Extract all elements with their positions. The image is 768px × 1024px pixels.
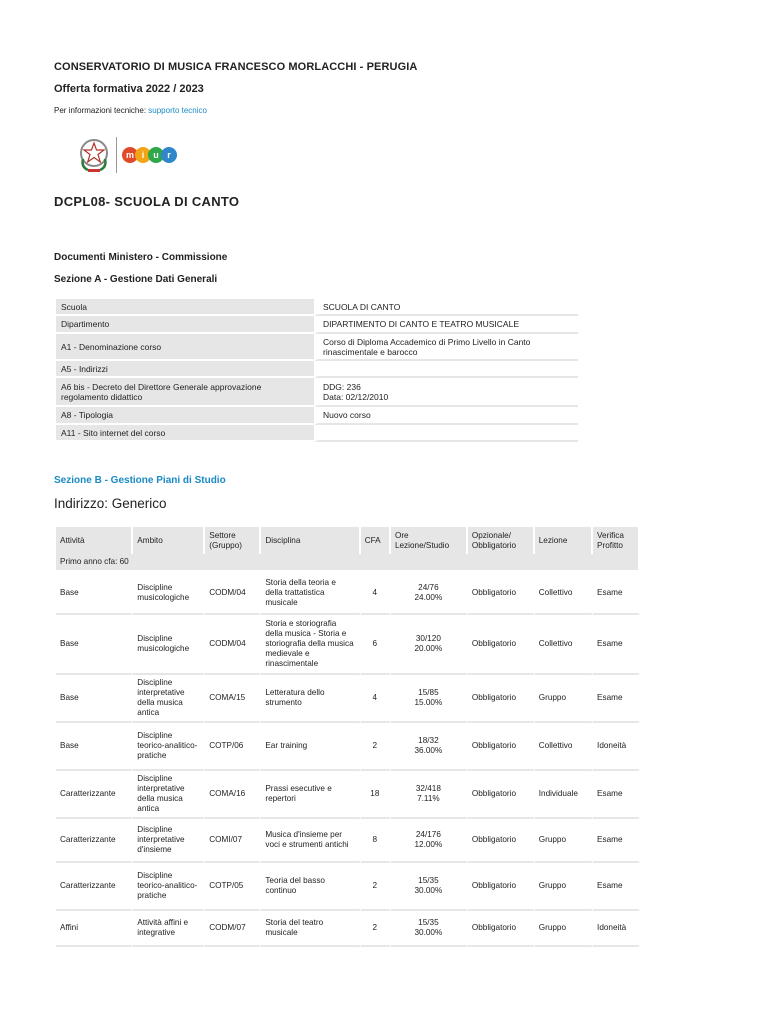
- cell-ambito: Discipline musicologiche: [133, 615, 205, 675]
- ore-value: 30/120: [415, 634, 441, 643]
- cell-settore: CODM/07: [205, 911, 261, 947]
- table-row: [56, 572, 640, 615]
- general-data-value: Corso di Diploma Accademico di Primo Livello in Canto rinascimentale e barocco: [314, 334, 578, 361]
- tech-info-label: Per informazioni tecniche:: [54, 106, 147, 115]
- cell-disciplina: Letteratura dello strumento: [261, 675, 360, 723]
- cell-cfa: 6: [361, 615, 391, 675]
- column-header: Attività: [56, 527, 133, 554]
- general-data-row: [56, 425, 578, 442]
- general-data-value: [314, 361, 578, 378]
- general-data-label: A5 - Indirizzi: [56, 361, 314, 378]
- year-label: Primo anno cfa: 60: [56, 554, 640, 572]
- logo-divider: [116, 137, 117, 173]
- cell-settore: COMA/16: [205, 771, 261, 819]
- cell-cfa: 2: [361, 723, 391, 771]
- general-data-row: [56, 378, 578, 407]
- cell-opz: Obbligatorio: [468, 771, 535, 819]
- general-data-value: DDG: 236 Data: 02/12/2010: [314, 378, 578, 407]
- miur-logo: [122, 147, 174, 163]
- cell-lezione: Gruppo: [535, 675, 593, 723]
- cell-ore: [391, 819, 468, 863]
- ore-value: 15/35: [418, 918, 439, 927]
- cell-cfa: 4: [361, 675, 391, 723]
- cell-ore: [391, 572, 468, 615]
- ore-value: 18/32: [418, 736, 439, 745]
- cell-disciplina: Musica d'insieme per voci e strumenti antichi: [261, 819, 360, 863]
- general-data-table: [56, 299, 578, 442]
- cell-attivita: Caratterizzante: [56, 819, 133, 863]
- general-data-label: Dipartimento: [56, 316, 314, 334]
- cell-ore: [391, 615, 468, 675]
- cell-cfa: 18: [361, 771, 391, 819]
- ore-percent: 15.00%: [414, 698, 443, 707]
- column-header: Ore Lezione/Studio: [391, 527, 468, 554]
- cell-attivita: Base: [56, 723, 133, 771]
- cell-disciplina: Teoria del basso continuo: [261, 863, 360, 911]
- ore-percent: 12.00%: [414, 840, 443, 849]
- ore-value: 24/76: [418, 582, 439, 592]
- ore-percent: 36.00%: [414, 746, 443, 755]
- cell-verifica: Esame: [593, 572, 640, 615]
- cell-attivita: Caratterizzante: [56, 863, 133, 911]
- cell-settore: CODM/04: [205, 572, 261, 615]
- cell-disciplina: Storia e storiografia della musica - Storia e storiografia della musica medievale e rinascimentale: [261, 615, 360, 675]
- ore-value: 32/418: [415, 784, 441, 793]
- cell-disciplina: Storia della teoria e della trattatistica musicale: [261, 572, 360, 615]
- column-header: Settore (Gruppo): [205, 527, 261, 554]
- cell-opz: Obbligatorio: [468, 911, 535, 947]
- cell-attivita: Base: [56, 615, 133, 675]
- general-data-label: Scuola: [56, 299, 314, 316]
- miur-letter: u: [148, 147, 164, 163]
- ore-value: 15/35: [418, 876, 439, 885]
- cell-settore: COMA/15: [205, 675, 261, 723]
- cell-verifica: Esame: [593, 819, 640, 863]
- cell-cfa: 2: [361, 863, 391, 911]
- general-data-row: [56, 334, 578, 361]
- cell-opz: Obbligatorio: [468, 572, 535, 615]
- general-data-label: A1 - Denominazione corso: [56, 334, 314, 361]
- cell-attivita: Base: [56, 572, 133, 615]
- cell-opz: Obbligatorio: [468, 723, 535, 771]
- cell-attivita: Affini: [56, 911, 133, 947]
- ore-percent: 24.00%: [414, 592, 443, 602]
- ore-percent: 30.00%: [414, 886, 443, 895]
- cell-verifica: Esame: [593, 615, 640, 675]
- table-row: [56, 911, 640, 947]
- cell-opz: Obbligatorio: [468, 863, 535, 911]
- cell-attivita: Caratterizzante: [56, 771, 133, 819]
- offer-title: Offerta formativa 2022 / 2023: [54, 83, 204, 95]
- tech-support-link[interactable]: supporto tecnico: [148, 106, 207, 115]
- cell-ambito: Discipline interpretative della musica antica: [133, 771, 205, 819]
- table-row: [56, 863, 640, 911]
- logo-bar: [78, 136, 174, 174]
- cell-settore: CODM/04: [205, 615, 261, 675]
- cell-ambito: Discipline musicologiche: [133, 572, 205, 615]
- cell-lezione: Collettivo: [535, 572, 593, 615]
- column-header: Ambito: [133, 527, 205, 554]
- cell-disciplina: Storia del teatro musicale: [261, 911, 360, 947]
- cell-verifica: Idoneità: [593, 911, 640, 947]
- cell-settore: COTP/05: [205, 863, 261, 911]
- column-header: Opzionale/ Obbligatorio: [468, 527, 535, 554]
- cell-ambito: Discipline interpretative d'insieme: [133, 819, 205, 863]
- cell-cfa: 8: [361, 819, 391, 863]
- ore-value: 24/176: [415, 830, 441, 839]
- cell-lezione: Gruppo: [535, 863, 593, 911]
- cell-ambito: Discipline teorico-analitico-pratiche: [133, 863, 205, 911]
- general-data-value: SCUOLA DI CANTO: [314, 299, 578, 316]
- general-data-row: [56, 316, 578, 334]
- cell-lezione: Gruppo: [535, 911, 593, 947]
- miur-letter: i: [135, 147, 151, 163]
- ore-percent: 7.11%: [417, 794, 440, 803]
- cell-lezione: Gruppo: [535, 819, 593, 863]
- cell-lezione: Collettivo: [535, 723, 593, 771]
- table-row: [56, 819, 640, 863]
- cell-ambito: Discipline interpretative della musica antica: [133, 675, 205, 723]
- cell-ore: [391, 911, 468, 947]
- miur-letter: m: [122, 147, 138, 163]
- general-data-value: DIPARTIMENTO DI CANTO E TEATRO MUSICALE: [314, 316, 578, 334]
- cell-ore: [391, 863, 468, 911]
- cell-lezione: Individuale: [535, 771, 593, 819]
- general-data-label: A6 bis - Decreto del Direttore Generale approvazione regolamento didattico: [56, 378, 314, 407]
- table-row: [56, 723, 640, 771]
- section-a-heading: Sezione A - Gestione Dati Generali: [54, 274, 218, 285]
- cell-cfa: 4: [361, 572, 391, 615]
- general-data-value: Nuovo corso: [314, 407, 578, 425]
- cell-attivita: Base: [56, 675, 133, 723]
- institution-name: CONSERVATORIO DI MUSICA FRANCESCO MORLACCHI - PERUGIA: [54, 61, 418, 73]
- cell-opz: Obbligatorio: [468, 819, 535, 863]
- cell-ambito: Attività affini e integrative: [133, 911, 205, 947]
- year-row: [56, 554, 640, 572]
- general-data-row: [56, 407, 578, 425]
- cell-verifica: Esame: [593, 675, 640, 723]
- cell-settore: COTP/06: [205, 723, 261, 771]
- general-data-value: [314, 425, 578, 442]
- table-row: [56, 675, 640, 723]
- column-header: Lezione: [535, 527, 593, 554]
- tech-info: [54, 106, 207, 115]
- table-row: [56, 771, 640, 819]
- indirizzo-heading: Indirizzo: Generico: [54, 496, 167, 511]
- column-header: CFA: [361, 527, 391, 554]
- ore-value: 15/85: [418, 688, 439, 697]
- cell-disciplina: Prassi esecutive e repertori: [261, 771, 360, 819]
- cell-verifica: Esame: [593, 771, 640, 819]
- miur-letter: r: [161, 147, 177, 163]
- cell-ambito: Discipline teorico-analitico-pratiche: [133, 723, 205, 771]
- general-data-row: [56, 361, 578, 378]
- ore-percent: 30.00%: [414, 928, 443, 937]
- cell-disciplina: Ear training: [261, 723, 360, 771]
- cell-ore: [391, 675, 468, 723]
- general-data-label: A11 - Sito internet del corso: [56, 425, 314, 442]
- cell-settore: COMI/07: [205, 819, 261, 863]
- cell-lezione: Collettivo: [535, 615, 593, 675]
- study-plan-table: [56, 527, 640, 947]
- table-row: [56, 615, 640, 675]
- page-title: DCPL08- SCUOLA DI CANTO: [54, 194, 240, 209]
- cell-verifica: Esame: [593, 863, 640, 911]
- cell-verifica: Idoneità: [593, 723, 640, 771]
- general-data-row: [56, 299, 578, 316]
- ore-percent: 20.00%: [414, 644, 443, 653]
- cell-opz: Obbligatorio: [468, 675, 535, 723]
- cell-opz: Obbligatorio: [468, 615, 535, 675]
- cell-ore: [391, 723, 468, 771]
- cell-ore: [391, 771, 468, 819]
- column-header: Verifica Profitto: [593, 527, 640, 554]
- section-b-heading[interactable]: Sezione B - Gestione Piani di Studio: [54, 475, 226, 486]
- documents-heading: Documenti Ministero - Commissione: [54, 252, 228, 263]
- general-data-label: A8 - Tipologia: [56, 407, 314, 425]
- italian-emblem-icon: [78, 137, 110, 173]
- column-header: Disciplina: [261, 527, 360, 554]
- cell-cfa: 2: [361, 911, 391, 947]
